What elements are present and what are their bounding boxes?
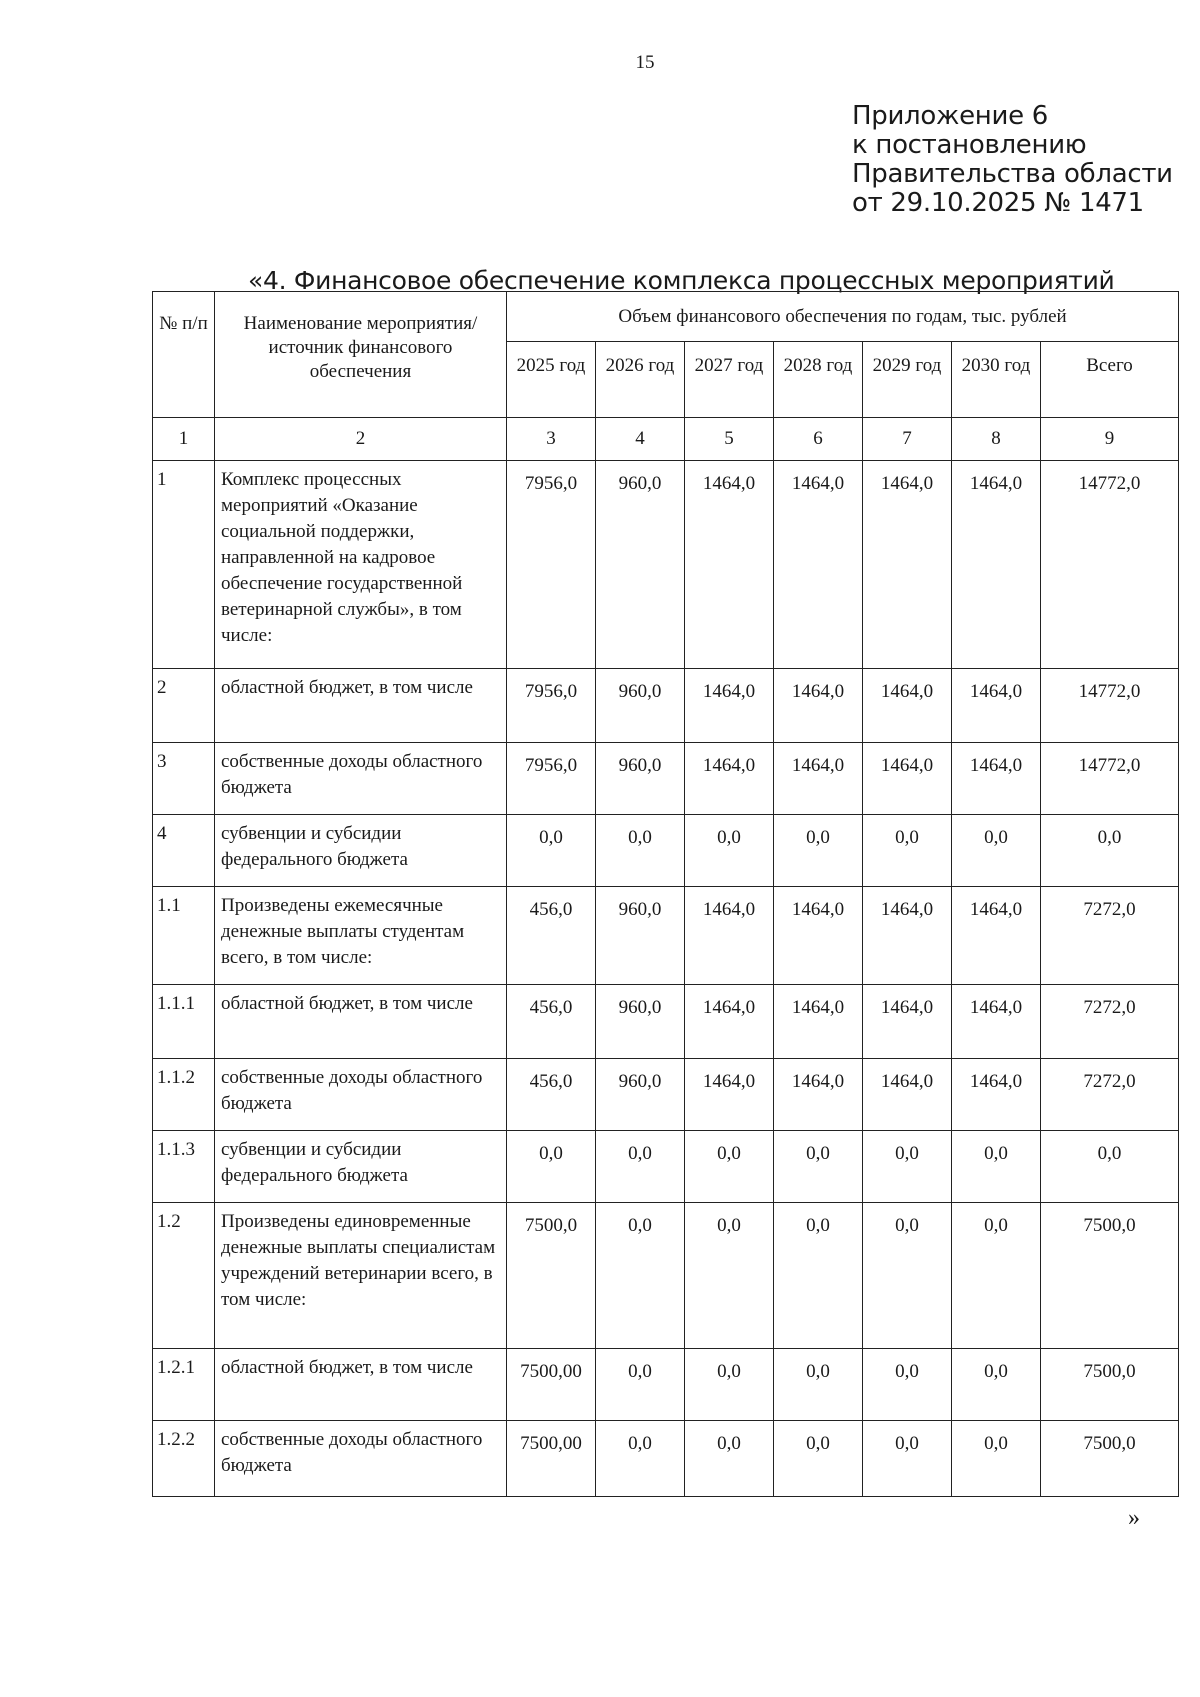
row-year-value: 960,0 <box>596 743 685 815</box>
row-total-value: 7500,0 <box>1041 1203 1179 1349</box>
row-total-value: 14772,0 <box>1041 669 1179 743</box>
index-row <box>153 418 1179 461</box>
row-number: 1.1 <box>153 887 215 985</box>
header-year-2026: 2026 год <box>596 342 685 418</box>
table-row <box>153 743 1179 815</box>
row-number: 1.1.2 <box>153 1059 215 1131</box>
row-year-value: 0,0 <box>863 1421 952 1497</box>
row-name: собственные доходы областного бюджета <box>215 1059 507 1131</box>
row-year-value: 960,0 <box>596 669 685 743</box>
row-year-value: 0,0 <box>952 1349 1041 1421</box>
row-year-value: 0,0 <box>685 1349 774 1421</box>
header-year-2030: 2030 год <box>952 342 1041 418</box>
row-year-value: 1464,0 <box>774 985 863 1059</box>
index-cell: 9 <box>1041 418 1179 461</box>
row-name: собственные доходы областного бюджета <box>215 1421 507 1497</box>
row-name: Комплекс процессных мероприятий «Оказание социальной поддержки, направленной на кадровое обеспечение государственной ветеринарной службы», в том числе: <box>215 461 507 669</box>
row-year-value: 1464,0 <box>863 1059 952 1131</box>
row-year-value: 7500,00 <box>507 1421 596 1497</box>
row-name: субвенции и субсидии федерального бюджета <box>215 1131 507 1203</box>
row-number: 1.1.1 <box>153 985 215 1059</box>
row-number: 1 <box>153 461 215 669</box>
row-name: областной бюджет, в том числе <box>215 669 507 743</box>
row-year-value: 0,0 <box>863 1349 952 1421</box>
row-number: 1.1.3 <box>153 1131 215 1203</box>
row-total-value: 14772,0 <box>1041 743 1179 815</box>
row-year-value: 0,0 <box>774 1131 863 1203</box>
row-year-value: 0,0 <box>774 1203 863 1349</box>
index-cell: 6 <box>774 418 863 461</box>
row-year-value: 456,0 <box>507 985 596 1059</box>
row-year-value: 0,0 <box>596 1349 685 1421</box>
row-year-value: 7956,0 <box>507 743 596 815</box>
row-year-value: 1464,0 <box>685 887 774 985</box>
row-year-value: 0,0 <box>774 1349 863 1421</box>
row-year-value: 0,0 <box>685 1131 774 1203</box>
row-year-value: 0,0 <box>774 815 863 887</box>
row-year-value: 0,0 <box>507 1131 596 1203</box>
appendix-line-4: от 29.10.2025 № 1471 <box>852 188 1144 218</box>
row-year-value: 0,0 <box>863 1131 952 1203</box>
row-year-value: 1464,0 <box>774 461 863 669</box>
row-year-value: 1464,0 <box>863 887 952 985</box>
header-name: Наименование мероприятия/источник финансового обеспечения <box>215 292 507 418</box>
appendix-line-1: Приложение 6 <box>852 101 1048 131</box>
row-number: 1.2.2 <box>153 1421 215 1497</box>
row-year-value: 1464,0 <box>685 743 774 815</box>
row-year-value: 1464,0 <box>952 461 1041 669</box>
row-year-value: 1464,0 <box>952 985 1041 1059</box>
row-year-value: 1464,0 <box>952 743 1041 815</box>
table-row <box>153 1421 1179 1497</box>
appendix-block <box>852 102 1173 218</box>
index-cell: 7 <box>863 418 952 461</box>
row-year-value: 0,0 <box>952 1203 1041 1349</box>
table-row <box>153 1349 1179 1421</box>
section-title: «4. Финансовое обеспечение комплекса процессных мероприятий <box>248 266 1115 295</box>
index-cell: 8 <box>952 418 1041 461</box>
header-year-2029: 2029 год <box>863 342 952 418</box>
row-year-value: 1464,0 <box>685 1059 774 1131</box>
row-year-value: 1464,0 <box>952 887 1041 985</box>
row-year-value: 0,0 <box>952 1421 1041 1497</box>
row-year-value: 1464,0 <box>685 985 774 1059</box>
table-row <box>153 1203 1179 1349</box>
row-year-value: 1464,0 <box>952 669 1041 743</box>
header-num: № п/п <box>153 292 215 418</box>
row-year-value: 1464,0 <box>863 743 952 815</box>
row-name: субвенции и субсидии федерального бюджета <box>215 815 507 887</box>
row-number: 2 <box>153 669 215 743</box>
table-body <box>153 292 1179 1497</box>
row-year-value: 960,0 <box>596 887 685 985</box>
table-row <box>153 669 1179 743</box>
row-year-value: 0,0 <box>596 1131 685 1203</box>
row-year-value: 0,0 <box>774 1421 863 1497</box>
row-name: областной бюджет, в том числе <box>215 985 507 1059</box>
row-year-value: 1464,0 <box>685 461 774 669</box>
row-total-value: 7500,0 <box>1041 1421 1179 1497</box>
row-year-value: 0,0 <box>507 815 596 887</box>
row-year-value: 456,0 <box>507 1059 596 1131</box>
row-name: Произведены ежемесячные денежные выплаты студентам всего, в том числе: <box>215 887 507 985</box>
row-total-value: 14772,0 <box>1041 461 1179 669</box>
row-year-value: 0,0 <box>685 1421 774 1497</box>
index-cell: 4 <box>596 418 685 461</box>
header-year-2025: 2025 год <box>507 342 596 418</box>
row-year-value: 960,0 <box>596 985 685 1059</box>
closing-quote: » <box>1128 1505 1140 1531</box>
row-year-value: 456,0 <box>507 887 596 985</box>
row-year-value: 960,0 <box>596 461 685 669</box>
row-year-value: 1464,0 <box>774 887 863 985</box>
row-total-value: 7500,0 <box>1041 1349 1179 1421</box>
table-row <box>153 1131 1179 1203</box>
row-year-value: 7500,0 <box>507 1203 596 1349</box>
header-row <box>153 292 1179 342</box>
row-year-value: 1464,0 <box>685 669 774 743</box>
row-year-value: 960,0 <box>596 1059 685 1131</box>
row-number: 4 <box>153 815 215 887</box>
table-row <box>153 815 1179 887</box>
row-year-value: 1464,0 <box>774 669 863 743</box>
index-cell: 5 <box>685 418 774 461</box>
appendix-line-2: к постановлению <box>852 130 1087 160</box>
row-number: 1.2.1 <box>153 1349 215 1421</box>
row-name: областной бюджет, в том числе <box>215 1349 507 1421</box>
row-year-value: 1464,0 <box>863 669 952 743</box>
row-year-value: 1464,0 <box>774 743 863 815</box>
row-name: Произведены единовременные денежные выплаты специалистам учреждений ветеринарии всего, в том числе: <box>215 1203 507 1349</box>
row-year-value: 1464,0 <box>952 1059 1041 1131</box>
row-year-value: 1464,0 <box>863 985 952 1059</box>
index-cell: 3 <box>507 418 596 461</box>
row-year-value: 0,0 <box>863 1203 952 1349</box>
header-year-2028: 2028 год <box>774 342 863 418</box>
header-total: Всего <box>1041 342 1179 418</box>
row-name: собственные доходы областного бюджета <box>215 743 507 815</box>
row-year-value: 0,0 <box>685 815 774 887</box>
table-row <box>153 887 1179 985</box>
row-year-value: 0,0 <box>596 815 685 887</box>
financing-table <box>152 291 1179 1497</box>
header-volume: Объем финансового обеспечения по годам, тыс. рублей <box>507 292 1179 342</box>
header-year-2027: 2027 год <box>685 342 774 418</box>
row-year-value: 7500,00 <box>507 1349 596 1421</box>
row-total-value: 7272,0 <box>1041 985 1179 1059</box>
row-year-value: 1464,0 <box>774 1059 863 1131</box>
row-year-value: 0,0 <box>952 1131 1041 1203</box>
row-year-value: 0,0 <box>596 1203 685 1349</box>
row-total-value: 0,0 <box>1041 1131 1179 1203</box>
row-total-value: 0,0 <box>1041 815 1179 887</box>
row-total-value: 7272,0 <box>1041 887 1179 985</box>
table-row <box>153 985 1179 1059</box>
index-cell: 2 <box>215 418 507 461</box>
row-year-value: 7956,0 <box>507 461 596 669</box>
row-year-value: 0,0 <box>863 815 952 887</box>
table-row <box>153 1059 1179 1131</box>
row-year-value: 7956,0 <box>507 669 596 743</box>
row-number: 3 <box>153 743 215 815</box>
appendix-line-3: Правительства области <box>852 159 1173 189</box>
row-year-value: 0,0 <box>685 1203 774 1349</box>
row-total-value: 7272,0 <box>1041 1059 1179 1131</box>
row-year-value: 0,0 <box>596 1421 685 1497</box>
page-number: 15 <box>635 52 655 73</box>
table-row <box>153 461 1179 669</box>
index-cell: 1 <box>153 418 215 461</box>
row-year-value: 1464,0 <box>863 461 952 669</box>
row-year-value: 0,0 <box>952 815 1041 887</box>
row-number: 1.2 <box>153 1203 215 1349</box>
